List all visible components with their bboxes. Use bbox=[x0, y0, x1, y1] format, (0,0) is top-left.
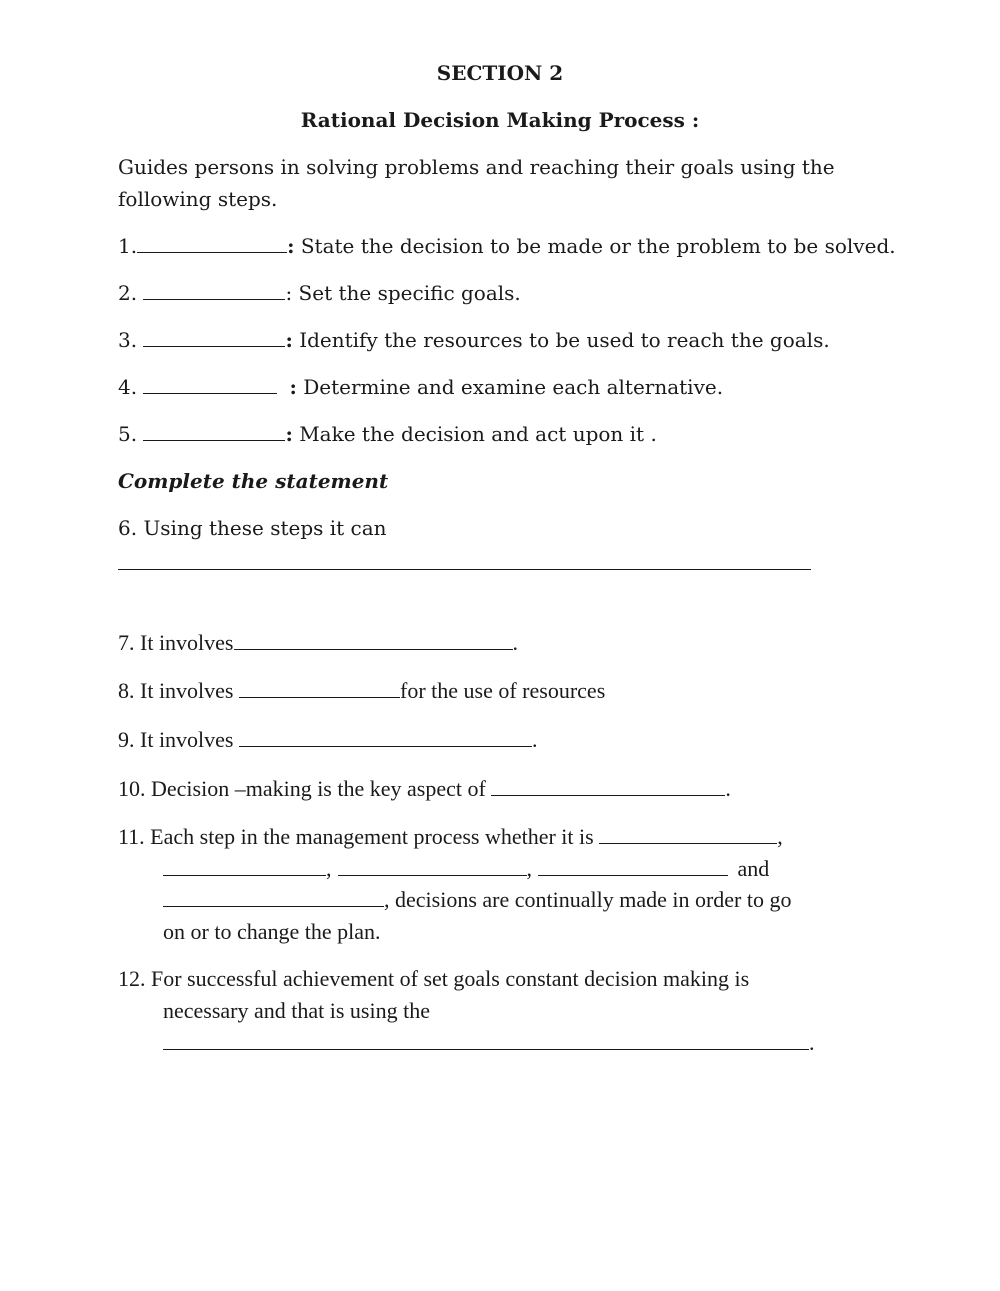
step-3 bbox=[118, 327, 830, 353]
question-9-blank[interactable] bbox=[239, 728, 532, 747]
step-text: Determine and examine each alternative. bbox=[296, 375, 724, 399]
question-11-blank-2[interactable] bbox=[163, 857, 326, 876]
step-2-blank[interactable] bbox=[143, 281, 285, 300]
complete-heading: Complete the statement bbox=[118, 469, 389, 493]
step-text: Make the decision and act upon it . bbox=[292, 422, 657, 446]
step-5-blank[interactable] bbox=[143, 422, 285, 441]
intro-line-1: Guides persons in solving problems and reaching their goals using the bbox=[118, 155, 835, 179]
step-text: Identify the resources to be used to reach the goals. bbox=[292, 328, 830, 352]
period: . bbox=[532, 727, 538, 752]
question-12-blank[interactable] bbox=[163, 1031, 809, 1050]
question-9 bbox=[118, 727, 538, 753]
question-text-end: for the use of resources bbox=[400, 678, 606, 703]
question-11-line-2 bbox=[163, 856, 769, 882]
question-text: 7. It involves bbox=[118, 630, 234, 655]
question-8 bbox=[118, 678, 605, 704]
question-12-line-3 bbox=[163, 1030, 815, 1056]
step-4-blank[interactable] bbox=[143, 375, 277, 394]
step-number: 2. bbox=[118, 281, 144, 305]
period: . bbox=[512, 630, 518, 655]
question-7-blank[interactable] bbox=[234, 631, 513, 650]
step-text: Set the specific goals. bbox=[292, 281, 521, 305]
step-1-blank[interactable] bbox=[137, 234, 287, 253]
step-text: State the decision to be made or the problem to be solved. bbox=[294, 234, 896, 258]
question-text: , decisions are continually made in order to go bbox=[384, 887, 792, 912]
question-text: 9. It involves bbox=[118, 727, 239, 752]
question-11-blank-1[interactable] bbox=[599, 825, 777, 844]
step-number: 5. bbox=[118, 422, 144, 446]
step-1 bbox=[118, 233, 896, 259]
question-11-blank-3[interactable] bbox=[338, 857, 527, 876]
question-12-line-2: necessary and that is using the bbox=[163, 998, 430, 1023]
question-8-blank[interactable] bbox=[239, 679, 400, 698]
question-text: 8. It involves bbox=[118, 678, 239, 703]
intro-line-2: following steps. bbox=[118, 187, 278, 211]
period: . bbox=[809, 1030, 815, 1055]
step-number: 3. bbox=[118, 328, 144, 352]
question-11-blank-4[interactable] bbox=[538, 857, 728, 876]
comma: , bbox=[526, 856, 532, 881]
question-10 bbox=[118, 776, 731, 802]
step-3-blank[interactable] bbox=[143, 328, 285, 347]
worksheet-title: Rational Decision Making Process : bbox=[300, 108, 700, 132]
step-colon: : bbox=[285, 422, 293, 446]
question-text: 10. Decision –making is the key aspect of bbox=[118, 776, 492, 801]
step-4 bbox=[118, 374, 723, 400]
comma: , bbox=[326, 856, 332, 881]
step-number: 1. bbox=[118, 234, 138, 258]
question-6: 6. Using these steps it can bbox=[118, 516, 387, 540]
question-11-line-3 bbox=[163, 887, 792, 913]
question-text: 11. Each step in the management process whether it is bbox=[118, 824, 600, 849]
period: . bbox=[725, 776, 731, 801]
question-7 bbox=[118, 630, 518, 656]
step-5 bbox=[118, 421, 657, 447]
step-colon: : bbox=[285, 281, 293, 305]
step-colon: : bbox=[285, 328, 293, 352]
step-colon: : bbox=[289, 375, 297, 399]
question-10-blank[interactable] bbox=[491, 777, 725, 796]
section-heading: SECTION 2 bbox=[436, 61, 564, 85]
comma: , bbox=[777, 824, 783, 849]
step-colon: : bbox=[287, 234, 295, 258]
question-11-line-1 bbox=[118, 824, 783, 850]
and-word: and bbox=[732, 856, 770, 881]
step-2 bbox=[118, 280, 521, 306]
question-6-blank[interactable] bbox=[118, 569, 811, 570]
step-number: 4. bbox=[118, 375, 144, 399]
question-11-line-4: on or to change the plan. bbox=[163, 919, 381, 944]
question-11-blank-5[interactable] bbox=[163, 888, 384, 907]
question-12-line-1: 12. For successful achievement of set goals constant decision making is bbox=[118, 966, 750, 991]
